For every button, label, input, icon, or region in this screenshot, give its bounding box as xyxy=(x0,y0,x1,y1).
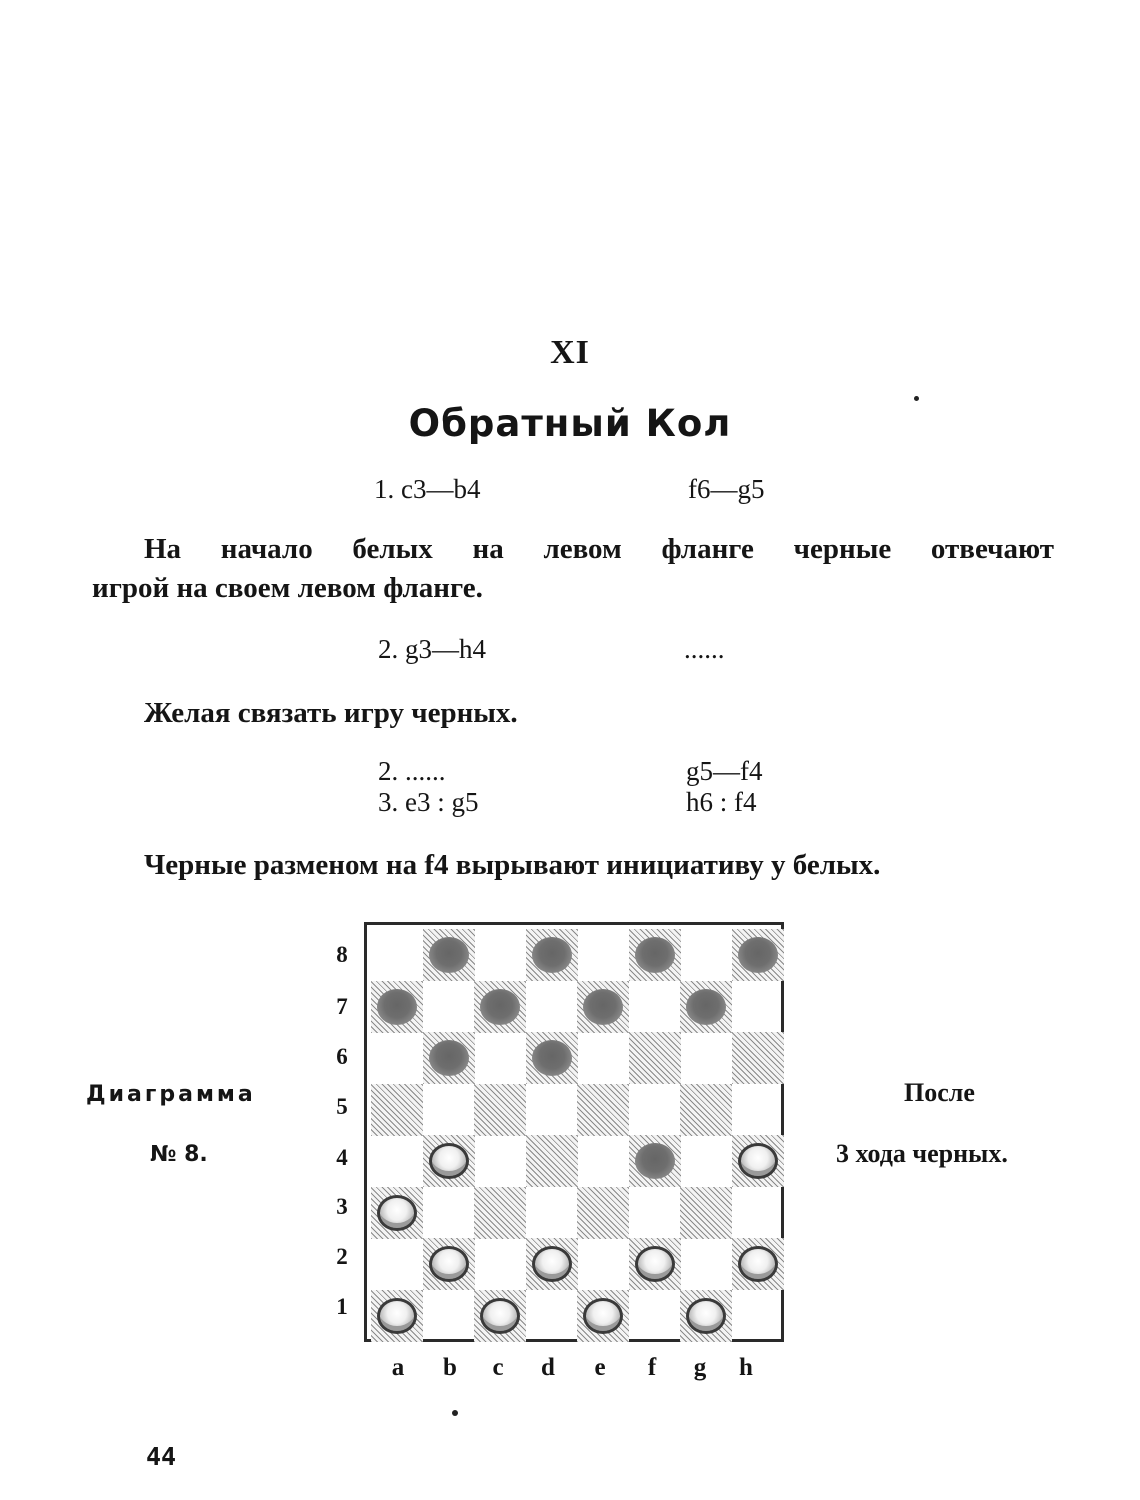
rank-label: 7 xyxy=(336,994,348,1019)
square-g8 xyxy=(680,929,732,981)
page-number: 44 xyxy=(146,1442,177,1471)
move-black-3a: g5—f4 xyxy=(686,756,763,786)
square-b6 xyxy=(423,1032,475,1084)
white-checker-a1 xyxy=(377,1298,417,1334)
print-speck xyxy=(914,396,919,401)
move-black-1: f6—g5 xyxy=(688,474,765,504)
move-white-3b: 3. e3 : g5 xyxy=(378,787,479,817)
square-c8 xyxy=(474,929,526,981)
black-checker-d8 xyxy=(532,937,572,973)
square-e6 xyxy=(577,1032,629,1084)
white-checker-b2 xyxy=(429,1246,469,1282)
square-e5 xyxy=(577,1084,629,1136)
square-f4 xyxy=(629,1135,681,1187)
word: на xyxy=(472,533,504,565)
square-g6 xyxy=(680,1032,732,1084)
square-d4 xyxy=(526,1135,578,1187)
black-checker-f4 xyxy=(635,1143,675,1179)
chapter-title: Обратный Кол xyxy=(408,402,732,445)
word: На xyxy=(144,533,182,565)
file-label: b xyxy=(443,1354,457,1381)
square-h3 xyxy=(732,1187,784,1239)
diagram-caption-line-1: После xyxy=(904,1078,975,1107)
diagram-label: Диаграмма xyxy=(86,1082,256,1107)
rank-label: 1 xyxy=(336,1294,348,1319)
black-checker-b6 xyxy=(429,1040,469,1076)
rank-label: 3 xyxy=(336,1194,348,1219)
square-h6 xyxy=(732,1032,784,1084)
square-g1 xyxy=(680,1290,732,1342)
white-checker-b4 xyxy=(429,1143,469,1179)
black-checker-g7 xyxy=(686,989,726,1025)
square-h1 xyxy=(732,1290,784,1342)
square-a2 xyxy=(371,1238,423,1290)
paragraph-3: Черные разменом на f4 вырывают инициативу у белых. xyxy=(144,849,881,881)
white-checker-h4 xyxy=(738,1143,778,1179)
paragraph-2: Желая связать игру черных. xyxy=(144,697,518,729)
square-f2 xyxy=(629,1238,681,1290)
move-white-1: 1. c3—b4 xyxy=(374,474,481,504)
square-c6 xyxy=(474,1032,526,1084)
square-b7 xyxy=(423,981,475,1033)
square-d8 xyxy=(526,929,578,981)
file-label: d xyxy=(541,1354,555,1381)
square-c5 xyxy=(474,1084,526,1136)
word: черные xyxy=(793,533,892,565)
move-black-2: ...... xyxy=(684,634,725,664)
square-d2 xyxy=(526,1238,578,1290)
diagram-caption-line-2: 3 хода черных. xyxy=(836,1139,1008,1168)
square-h5 xyxy=(732,1084,784,1136)
white-checker-g1 xyxy=(686,1298,726,1334)
square-b5 xyxy=(423,1084,475,1136)
square-c4 xyxy=(474,1135,526,1187)
square-h2 xyxy=(732,1238,784,1290)
white-checker-a3 xyxy=(377,1195,417,1231)
square-a6 xyxy=(371,1032,423,1084)
square-f7 xyxy=(629,981,681,1033)
paragraph-1-line-2: игрой на своем левом фланге. xyxy=(92,572,483,604)
black-checker-e7 xyxy=(583,989,623,1025)
square-d6 xyxy=(526,1032,578,1084)
square-g4 xyxy=(680,1135,732,1187)
square-f8 xyxy=(629,929,681,981)
file-label: h xyxy=(739,1354,753,1381)
square-d7 xyxy=(526,981,578,1033)
rank-label: 6 xyxy=(336,1044,348,1069)
file-label: e xyxy=(594,1354,606,1381)
square-b4 xyxy=(423,1135,475,1187)
square-h7 xyxy=(732,981,784,1033)
file-label: f xyxy=(647,1354,657,1381)
print-speck xyxy=(452,1410,458,1416)
word: отвечают xyxy=(930,533,1054,565)
chapter-number: XI xyxy=(550,334,590,371)
white-checker-e1 xyxy=(583,1298,623,1334)
square-d5 xyxy=(526,1084,578,1136)
black-checker-c7 xyxy=(480,989,520,1025)
rank-label: 2 xyxy=(336,1244,348,1269)
square-e2 xyxy=(577,1238,629,1290)
word: левом xyxy=(543,533,622,565)
white-checker-c1 xyxy=(480,1298,520,1334)
square-b1 xyxy=(423,1290,475,1342)
square-g3 xyxy=(680,1187,732,1239)
square-c3 xyxy=(474,1187,526,1239)
square-e3 xyxy=(577,1187,629,1239)
diagram-number: № 8. xyxy=(150,1142,208,1167)
square-b8 xyxy=(423,929,475,981)
square-e8 xyxy=(577,929,629,981)
rank-label: 8 xyxy=(336,942,348,967)
square-a7 xyxy=(371,981,423,1033)
square-g5 xyxy=(680,1084,732,1136)
square-a5 xyxy=(371,1084,423,1136)
square-c7 xyxy=(474,981,526,1033)
square-d1 xyxy=(526,1290,578,1342)
white-checker-h2 xyxy=(738,1246,778,1282)
file-label: g xyxy=(693,1354,707,1381)
square-g2 xyxy=(680,1238,732,1290)
square-f5 xyxy=(629,1084,681,1136)
square-a3 xyxy=(371,1187,423,1239)
word: начало xyxy=(220,533,313,565)
square-h8 xyxy=(732,929,784,981)
file-label: a xyxy=(391,1354,405,1381)
file-label: c xyxy=(492,1354,504,1381)
paragraph-1-line-1 xyxy=(92,533,1054,566)
move-black-3b: h6 : f4 xyxy=(686,787,757,817)
checkers-board xyxy=(364,922,784,1342)
square-c1 xyxy=(474,1290,526,1342)
word: белых xyxy=(352,533,433,565)
square-a8 xyxy=(371,929,423,981)
white-checker-d2 xyxy=(532,1246,572,1282)
move-white-2: 2. g3—h4 xyxy=(378,634,486,664)
square-f6 xyxy=(629,1032,681,1084)
square-b3 xyxy=(423,1187,475,1239)
word: фланге xyxy=(661,533,754,565)
black-checker-h8 xyxy=(738,937,778,973)
white-checker-f2 xyxy=(635,1246,675,1282)
black-checker-d6 xyxy=(532,1040,572,1076)
move-white-3a: 2. ...... xyxy=(378,756,446,786)
square-f3 xyxy=(629,1187,681,1239)
square-a1 xyxy=(371,1290,423,1342)
rank-label: 5 xyxy=(336,1094,348,1119)
square-h4 xyxy=(732,1135,784,1187)
rank-label: 4 xyxy=(336,1145,348,1170)
black-checker-b8 xyxy=(429,937,469,973)
square-e1 xyxy=(577,1290,629,1342)
square-b2 xyxy=(423,1238,475,1290)
square-c2 xyxy=(474,1238,526,1290)
square-g7 xyxy=(680,981,732,1033)
black-checker-a7 xyxy=(377,989,417,1025)
square-d3 xyxy=(526,1187,578,1239)
square-e7 xyxy=(577,981,629,1033)
black-checker-f8 xyxy=(635,937,675,973)
square-a4 xyxy=(371,1135,423,1187)
square-e4 xyxy=(577,1135,629,1187)
square-f1 xyxy=(629,1290,681,1342)
